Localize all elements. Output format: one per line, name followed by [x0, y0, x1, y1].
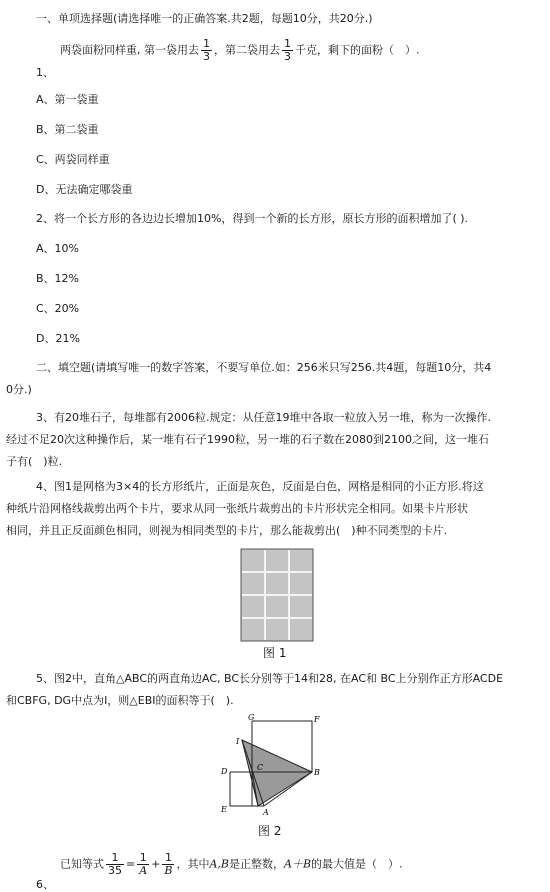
q4-line2: 种纸片沿网格线裁剪出两个卡片，要求从同一张纸片裁剪出的卡片形状完全相同。如果卡片形状	[6, 502, 468, 515]
figure1-caption: 图 1	[263, 646, 287, 660]
label-f: F	[314, 715, 320, 724]
q3-line1: 3、有20堆石子，每堆都有2006粒.规定：从任意19堆中各取一粒放入另一堆，称为一次操作.	[36, 411, 491, 424]
q6-text-c: 是正整数，	[229, 857, 285, 871]
label-a: A	[263, 808, 269, 817]
q6-stem	[60, 852, 403, 877]
q2-stem: 2、将一个长方形的各边边长增加10%，得到一个新的长方形，原长方形的面积增加了( ).	[36, 212, 469, 225]
q1-fraction-2: $\frac{1}{3}$	[284, 37, 291, 63]
q1-option-c[interactable]: C、两袋同样重	[36, 153, 110, 166]
q1-stem	[60, 38, 420, 63]
section2-heading-line1: 二、填空题(请填写唯一的数字答案，不要写单位.如：256米只写256.共4题，每题10分，共4	[36, 361, 492, 374]
q5-line1: 5、图2中，直角△ABC的两直角边AC, BC长分别等于14和28, 在AC和 BC上分别作正方形ACDE	[36, 672, 504, 685]
q1-number: 1、	[36, 66, 54, 79]
label-c: C	[257, 763, 264, 772]
q6-plus: +	[151, 857, 161, 871]
q6-fraction-3: $\frac{1}{B}$	[164, 851, 173, 877]
label-i: I	[236, 737, 240, 746]
q6-number: 6、	[36, 878, 54, 891]
figure2-diagram	[218, 712, 328, 817]
q6-fraction-2: $\frac{1}{A}$	[139, 851, 148, 877]
figure1-grid	[240, 548, 314, 642]
q4-line3: 相同，并且正反面颜色相同，则视为相同类型的卡片，那么能裁剪出( )种不同类型的卡片.	[6, 524, 448, 537]
q1-text-c: 千克，剩下的面粉（ ）.	[295, 43, 420, 57]
q1-fraction-1: $\frac{1}{3}$	[203, 37, 210, 63]
q6-text-a: 已知等式	[60, 857, 104, 871]
q6-vars: A,B	[209, 857, 230, 871]
q3-line3: 子有( )粒.	[6, 455, 63, 468]
figure2-caption: 图 2	[258, 824, 282, 838]
q1-text-b: ，第二袋用去	[214, 43, 280, 57]
q6-sum: A＋B	[284, 857, 312, 871]
q1-option-b[interactable]: B、第二袋重	[36, 123, 99, 136]
q2-option-b[interactable]: B、12%	[36, 272, 79, 285]
label-e: E	[221, 805, 227, 814]
q6-fraction-1: $\frac{1}{35}$	[108, 851, 122, 877]
q1-option-d[interactable]: D、无法确定哪袋重	[36, 183, 133, 196]
q5-line2: 和CBFG, DG中点为I，则△EBI的面积等于( ).	[6, 694, 234, 707]
q2-option-d[interactable]: D、21%	[36, 332, 80, 345]
q4-line1: 4、图1是网格为3×4的长方形纸片，正面是灰色，反面是白色，网格是相同的小正方形.将这	[36, 480, 484, 493]
q2-option-c[interactable]: C、20%	[36, 302, 80, 315]
q3-line2: 经过不足20次这种操作后，某一堆有石子1990粒，另一堆的石子数在2080到2100之间，这一堆石	[6, 433, 489, 446]
q6-text-b: ，其中	[176, 857, 210, 871]
q6-text-d: 的最大值是（ ）.	[311, 857, 403, 871]
label-b: B	[314, 768, 320, 777]
section1-heading: 一、单项选择题(请选择唯一的正确答案.共2题，每题10分，共20分.)	[36, 12, 373, 25]
q2-option-a[interactable]: A、10%	[36, 242, 79, 255]
section2-heading-line2: 0分.)	[6, 383, 32, 396]
label-d: D	[221, 767, 228, 776]
label-g: G	[248, 713, 255, 722]
q1-text-a: 两袋面粉同样重, 第一袋用去	[60, 43, 199, 57]
q6-equals: =	[126, 857, 136, 871]
q1-option-a[interactable]: A、第一袋重	[36, 93, 99, 106]
